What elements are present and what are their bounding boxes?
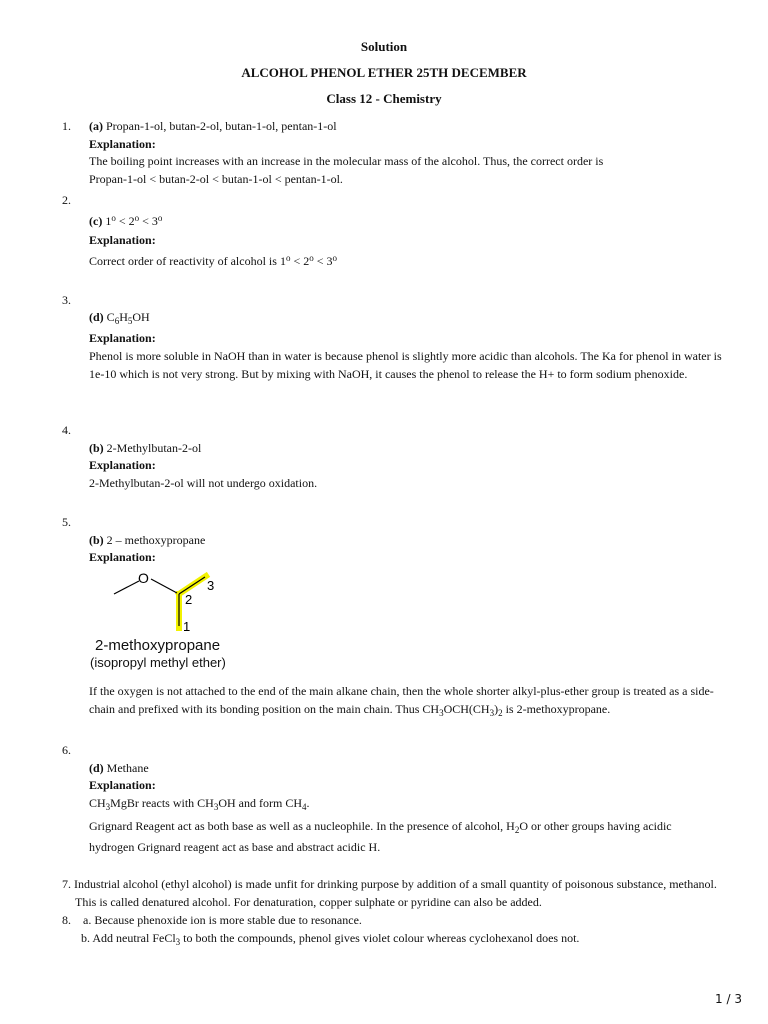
explanation-label: Explanation:: [89, 137, 156, 151]
order-third: 3: [326, 254, 333, 268]
diagram-caption: 2-methoxypropane: [95, 637, 221, 654]
degree-symbol: o: [134, 213, 140, 223]
explanation-part: CH: [89, 796, 106, 810]
formula-sub: 3: [105, 802, 111, 812]
formula-c: C: [106, 310, 115, 324]
explanation-prefix: Correct order of reactivity of alcohol is: [89, 254, 280, 268]
answer-part: b. Add neutral FeCl: [81, 931, 176, 945]
lt-symbol: <: [290, 254, 304, 268]
explanation-part: O or other groups having acidic hydrogen Grignard reagent act as base and abstract acidic H.: [89, 819, 672, 854]
formula-sub: 2: [498, 708, 503, 718]
answer-2: [89, 214, 162, 229]
oxygen-atom-label: O: [138, 570, 149, 586]
diagram-subcaption: (isopropyl methyl ether): [90, 655, 226, 670]
explanation-label: Explanation:: [89, 331, 156, 345]
answer-text: 2-Methylbutan-2-ol: [106, 441, 202, 455]
explanation-label: Explanation:: [89, 458, 156, 472]
question-number-2: 2.: [62, 193, 71, 207]
degree-symbol: o: [309, 253, 314, 263]
structure-diagram: [105, 566, 235, 636]
question-number-5: 5.: [62, 515, 71, 529]
carbon-number-3: 3: [207, 578, 215, 593]
answer-6: [89, 761, 149, 776]
answer-8a: a. Because phenoxide ion is more stable due to resonance.: [83, 913, 362, 927]
answer-option: (b): [89, 533, 104, 547]
document-title: Solution: [360, 39, 408, 54]
question-number-4: 4.: [62, 423, 71, 437]
bond-o-c2: [151, 579, 177, 593]
formula-sub: 3: [489, 708, 495, 718]
explanation-part: MgBr reacts with CH: [110, 796, 214, 810]
answer-option: (d): [89, 761, 104, 775]
degree-symbol: o: [285, 253, 291, 263]
document-subtitle: ALCOHOL PHENOL ETHER 25TH DECEMBER: [241, 65, 527, 80]
answer-3: [89, 310, 150, 325]
degree-symbol: o: [157, 213, 163, 223]
explanation-text-4: 2-Methylbutan-2-ol will not undergo oxidation.: [89, 476, 318, 490]
formula-sub: 6: [114, 316, 120, 326]
formula-sub: 4: [301, 802, 307, 812]
explanation-part: Grignard Reagent act as both base as well as a nucleophile. In the presence of alcohol, H: [89, 819, 515, 833]
explanation-text-5: [89, 682, 729, 718]
question-number-6: 6.: [62, 743, 71, 757]
explanation-text-1a: The boiling point increases with an increase in the molecular mass of the alcohol. Thus, the correct order is: [89, 154, 604, 168]
question-number-8: 8.: [62, 913, 71, 927]
explanation-label: Explanation:: [89, 233, 156, 247]
answer-option: (d): [89, 310, 104, 324]
formula-oh: OH: [132, 310, 150, 324]
formula-sub: 3: [175, 937, 181, 947]
carbon-number-2: 2: [185, 592, 193, 607]
answer-5: [89, 533, 205, 548]
explanation-label: Explanation:: [89, 550, 156, 564]
answer-option: (c): [89, 214, 103, 228]
order-first: 1: [279, 254, 286, 268]
degree-symbol: o: [111, 213, 116, 223]
explanation-text-6b: [89, 816, 719, 858]
answer-text: Methane: [106, 761, 149, 775]
answer-part: to both the compounds, phenol gives violet colour whereas cyclohexanol does not.: [180, 931, 580, 945]
answer-option: (a): [89, 119, 103, 133]
explanation-text-1b: Propan-1-ol < butan-2-ol < butan-1-ol < pentan-1-ol.: [89, 172, 343, 186]
order-third: 3: [151, 214, 158, 228]
formula-sub: 2: [514, 825, 520, 835]
answer-text: 2 – methoxypropane: [106, 533, 206, 547]
formula-sub: 5: [127, 316, 133, 326]
answer-8b: [81, 931, 579, 946]
explanation-label: Explanation:: [89, 778, 156, 792]
order-second: 2: [128, 214, 135, 228]
answer-4: [89, 441, 201, 456]
lt-symbol: <: [139, 214, 152, 228]
question-7-text: 7. Industrial alcohol (ethyl alcohol) is made unfit for drinking purpose by addition of a small quantity of poisonous substance, methanol. This is called denatured alcohol. For denaturation, copper sulphate or pyridine can also be added.: [62, 877, 717, 909]
question-number-1: 1.: [62, 119, 71, 133]
bond-methyl-o: [114, 581, 139, 594]
lt-symbol: <: [313, 254, 327, 268]
carbon-number-1: 1: [183, 619, 191, 634]
lt-symbol: <: [115, 214, 129, 228]
order-first: 1: [105, 214, 112, 228]
page-number: 1 / 3: [715, 992, 742, 1006]
degree-symbol: o: [332, 253, 337, 263]
explanation-part: is 2-methoxypropane.: [502, 702, 611, 716]
answer-option: (b): [89, 441, 104, 455]
explanation-part: OH and form CH: [218, 796, 302, 810]
explanation-part: .: [306, 796, 310, 810]
explanation-part: ): [494, 702, 499, 716]
class-line: Class 12 - Chemistry: [326, 91, 442, 106]
formula-sub: 3: [213, 802, 219, 812]
answer-text: Propan-1-ol, butan-2-ol, butan-1-ol, pentan-1-ol: [106, 119, 337, 133]
formula-sub: 3: [439, 708, 444, 718]
order-second: 2: [303, 254, 310, 268]
explanation-text-2: [89, 254, 337, 269]
question-number-3: 3.: [62, 293, 71, 307]
explanation-part: OCH(CH: [443, 702, 490, 716]
explanation-text-3: Phenol is more soluble in NaOH than in water is because phenol is slightly more acidic than alcohols. The Ka for phenol in water is 1e-10 which is not very strong. But by mixing with NaOH, it causes the phenol to release the H+ to form sodium phenoxide.: [89, 349, 722, 381]
answer-1: [89, 119, 337, 134]
formula-h: H: [119, 310, 128, 324]
explanation-text-6a: [89, 796, 309, 811]
explanation-part: If the oxygen is not attached to the end of the main alkane chain, then the whole shorter alkyl-plus-ether group is treated as a side-chain and prefixed with its bonding position on the main chain. Thus CH: [89, 684, 714, 716]
